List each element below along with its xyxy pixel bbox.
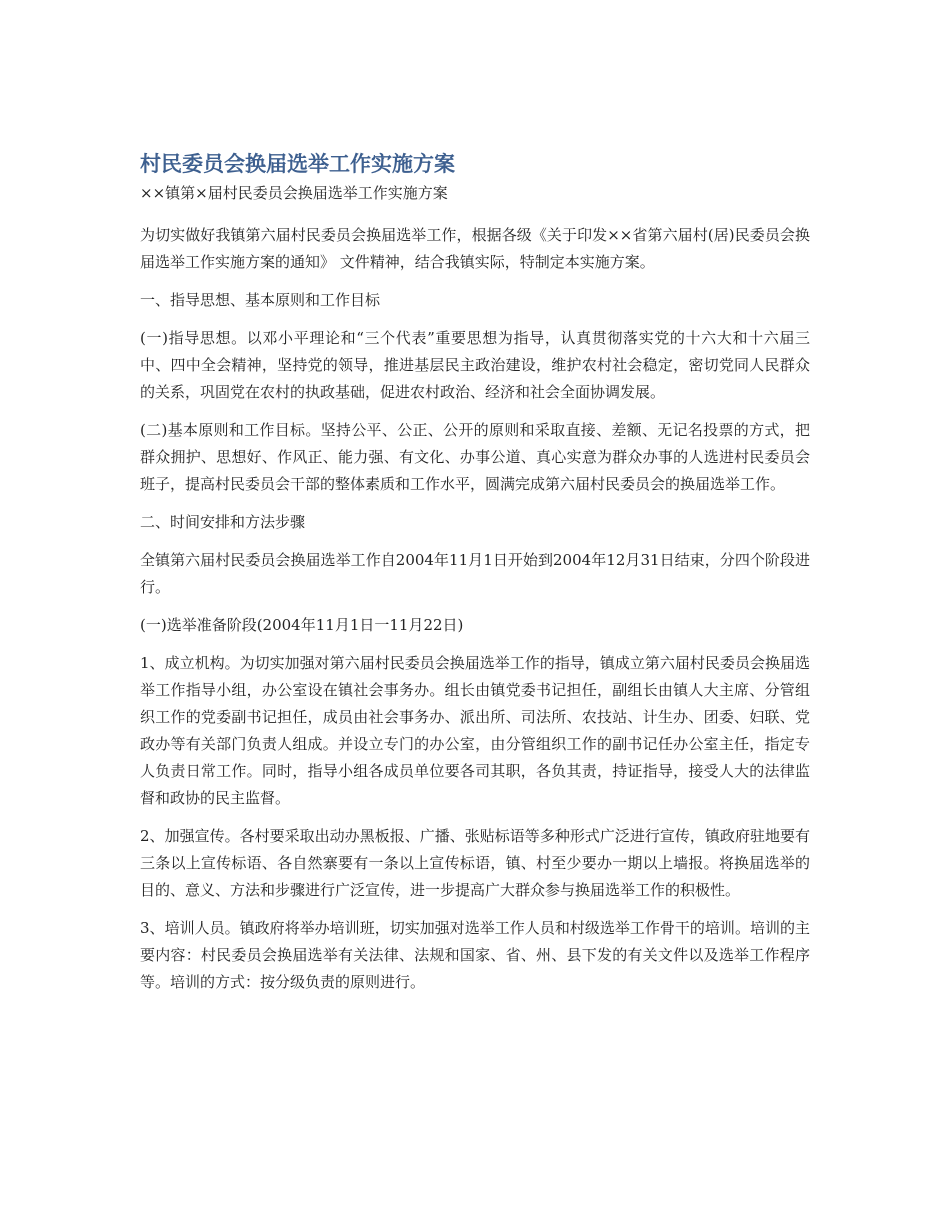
item-3-paragraph: 3、培训人员。镇政府将举办培训班，切实加强对选举工作人员和村级选举工作骨干的培训。培训的主要内容：村民委员会换届选举有关法律、法规和国家、省、州、县下发的有关文件以及选举工作程序等。培训的方式：按分级负责的原则进行。 [140, 919, 810, 991]
section-heading-2: 二、时间安排和方法步骤 [140, 513, 306, 531]
document-title: 村民委员会换届选举工作实施方案 [140, 152, 455, 176]
stage-heading-1: (一)选举准备阶段(2004年11月1日一11月22日) [140, 616, 464, 634]
guiding-thought-paragraph: (一)指导思想。以邓小平理论和“三个代表”重要思想为指导，认真贯彻落实党的十六大和十六届三中、四中全会精神，坚持党的领导，推进基层民主政治建设，维护农村社会稳定，密切党同人民群众的关系，巩固党在农村的执政基础，促进农村政治、经济和社会全面协调发展。 [140, 329, 810, 401]
intro-paragraph: 为切实做好我镇第六届村民委员会换届选举工作，根据各级《关于印发××省第六届村(居)民委员会换届选举工作实施方案的通知》 文件精神，结合我镇实际，特制定本实施方案。 [140, 226, 810, 271]
schedule-paragraph: 全镇第六届村民委员会换届选举工作自2004年11月1日开始到2004年12月31日结束，分四个阶段进行。 [140, 551, 810, 596]
document-subtitle: ××镇第×届村民委员会换届选举工作实施方案 [140, 184, 448, 202]
item-2-paragraph: 2、加强宣传。各村要采取出动办黑板报、广播、张贴标语等多种形式广泛进行宣传，镇政府驻地要有三条以上宣传标语、各自然寨要有一条以上宣传标语，镇、村至少要办一期以上墙报。将换届选举的目的、意义、方法和步骤进行广泛宣传，进一步提高广大群众参与换届选举工作的积极性。 [140, 827, 810, 899]
document-page [140, 150, 810, 1007]
principles-paragraph: (二)基本原则和工作目标。坚持公平、公正、公开的原则和采取直接、差额、无记名投票的方式，把群众拥护、思想好、作风正、能力强、有文化、办事公道、真心实意为群众办事的人选进村民委员会班子，提高村民委员会干部的整体素质和工作水平，圆满完成第六届村民委员会的换届选举工作。 [140, 421, 810, 493]
item-1-paragraph: 1、成立机构。为切实加强对第六届村民委员会换届选举工作的指导，镇成立第六届村民委员会换届选举工作指导小组，办公室设在镇社会事务办。组长由镇党委书记担任，副组长由镇人大主席、分管组织工作的党委副书记担任，成员由社会事务办、派出所、司法所、农技站、计生办、团委、妇联、党政办等有关部门负责人组成。并设立专门的办公室，由分管组织工作的副书记任办公室主任，指定专人负责日常工作。同时，指导小组各成员单位要各司其职，各负其责，持证指导，接受人大的法律监督和政协的民主监督。 [140, 654, 810, 807]
section-heading-1: 一、指导思想、基本原则和工作目标 [140, 291, 381, 309]
